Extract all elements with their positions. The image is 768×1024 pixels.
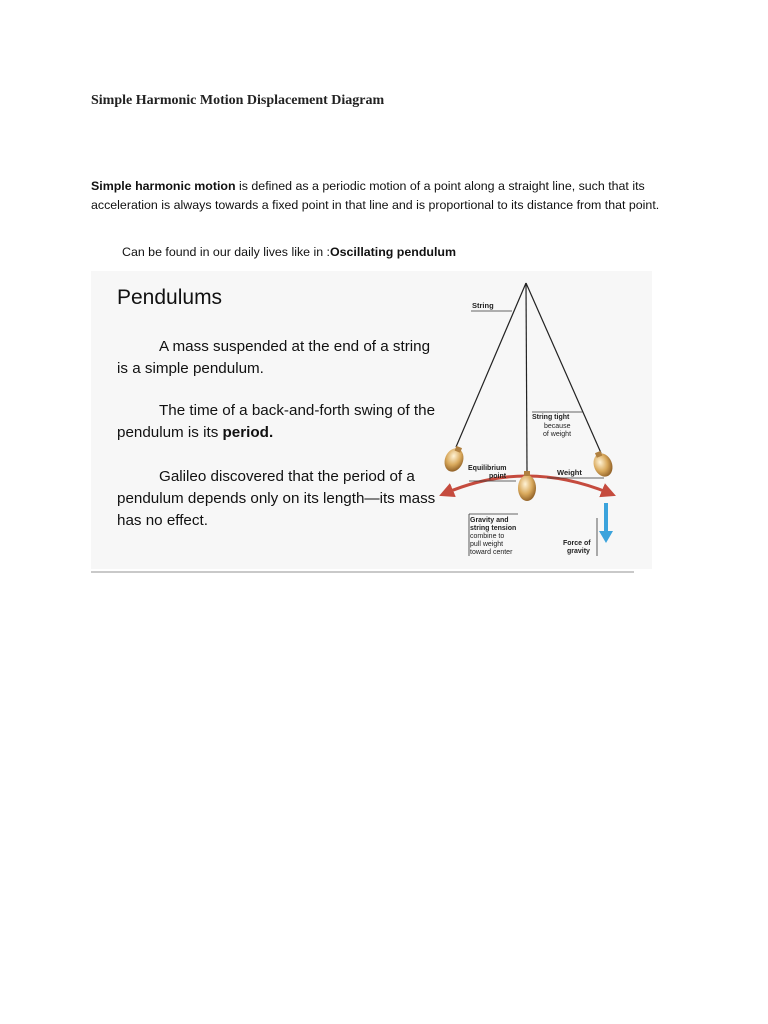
pendulum-diagram [431, 271, 652, 569]
label-string: String [472, 301, 494, 310]
label-force-2: gravity [567, 548, 590, 555]
string-center [526, 283, 527, 471]
horizontal-rule [91, 571, 634, 573]
label-force-1: Force of [563, 540, 591, 547]
document-title: Simple Harmonic Motion Displacement Diagram [91, 93, 385, 108]
definition-term: Simple harmonic motion [91, 179, 236, 193]
label-string-tight-sub2: of weight [543, 431, 572, 438]
label-equilibrium-1: Equilibrium [468, 465, 507, 472]
label-weight: Weight [557, 468, 582, 477]
examples-line [122, 243, 456, 261]
figure-paragraph-3: Galileo discovered that the period of a pendulum depends only on its length—its mass has no effect. [117, 468, 436, 529]
label-string-tight: String tight [532, 414, 570, 421]
figure-paragraph-2-bold: period. [222, 424, 274, 441]
definition-paragraph [91, 177, 671, 214]
figure-paragraph-1: A mass suspended at the end of a string is a simple pendulum. [117, 338, 431, 377]
label-equilibrium-2: point [489, 473, 507, 480]
force-arrow [599, 503, 613, 543]
figure-paragraph-2 [117, 400, 437, 444]
examples-prefix: Can be found in our daily lives like in : [122, 245, 331, 259]
definition-text: is defined as a periodic motion of a point along a straight line, such that its acceleration is always towards a fixed point in that line and is proportional to its distance from that point. [91, 179, 660, 212]
label-gravity-3: combine to [470, 533, 505, 540]
label-gravity-5: toward center [470, 549, 513, 556]
examples-highlight: Oscillating pendulum [330, 245, 456, 259]
label-gravity-1: Gravity and [470, 517, 509, 524]
bob-left [441, 446, 467, 475]
label-string-tight-sub1: because [544, 423, 571, 430]
figure-paragraph-2-text: The time of a back-and-forth swing of the pendulum is its [117, 402, 436, 441]
figure-heading: Pendulums [117, 286, 223, 309]
bob-right [590, 451, 616, 480]
label-gravity-2: string tension [470, 525, 517, 532]
pendulum-figure [91, 271, 652, 569]
label-gravity-4: pull weight [470, 541, 504, 548]
